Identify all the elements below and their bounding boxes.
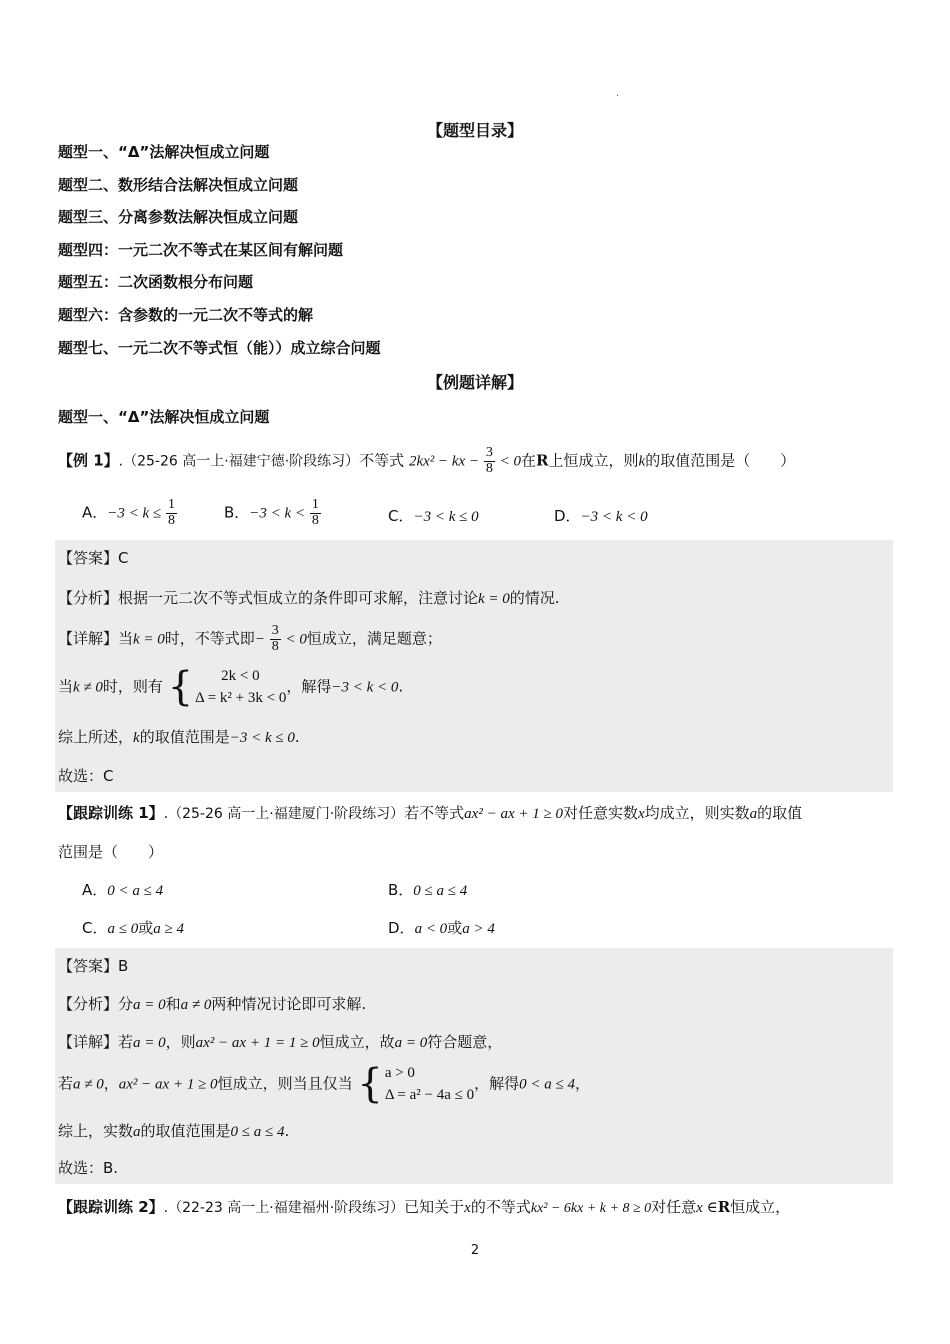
option-math: a ≥ 4	[153, 921, 184, 937]
inequality-system	[357, 1062, 474, 1106]
case-text: 恒成立，则当且仅当	[217, 1074, 353, 1093]
training-1-question-line-1	[58, 802, 802, 823]
page-dot: .	[616, 88, 620, 99]
option-c	[82, 917, 184, 938]
training-1-choose: 故选：B.	[58, 1159, 119, 1177]
question-text: 的不等式	[470, 1198, 531, 1216]
fraction-3-8	[484, 446, 495, 476]
case-text: 若	[58, 1074, 74, 1093]
option-label: A．	[82, 503, 108, 522]
training-1-detail	[58, 1031, 502, 1052]
training-1-source: .（25-26 高一上·福建厦门·阶段练习）	[163, 806, 405, 822]
examples-heading: 【例题详解】	[426, 373, 523, 392]
question-text: 在	[521, 451, 537, 470]
summary-text: .	[284, 1122, 290, 1140]
fraction-1-8	[310, 498, 321, 528]
question-text: 上恒成立，则	[548, 451, 639, 470]
reals-symbol: R	[536, 451, 549, 470]
option-math: a > 4	[462, 921, 495, 937]
training-1-answer: 【答案】B	[58, 957, 129, 975]
detail-text: ，则	[165, 1033, 196, 1051]
option-label: D．	[388, 919, 415, 937]
example-1-analysis	[58, 587, 560, 608]
case-text: ，	[574, 1074, 590, 1093]
detail-text: 【详解】当	[58, 629, 134, 648]
option-d	[388, 917, 495, 938]
option-math: 0 ≤ a ≤ 4	[413, 883, 468, 899]
case-math: 0 < a ≤ 4	[519, 1076, 575, 1093]
training-2-source: .（22-23 高一上·福建福州·阶段练习）	[163, 1200, 405, 1216]
training-1-summary	[58, 1120, 289, 1141]
question-text: 对任意实数	[562, 804, 638, 822]
detail-math: a = 0	[133, 1035, 166, 1051]
example-1-detail	[58, 624, 442, 654]
summary-text: 的取值范围是	[140, 1122, 231, 1140]
fraction-denominator: 8	[311, 512, 319, 528]
variable-a: a	[749, 806, 758, 822]
training-1-tag: 【跟踪训练 1】	[58, 804, 164, 822]
system-row-1: a > 0	[384, 1065, 415, 1081]
inequality-system	[168, 665, 287, 709]
toc-item-4: 题型四：一元二次不等式在某区间有解问题	[58, 241, 344, 259]
example-1-source: .（25-26 高一上·福建宁德·阶段练习）	[118, 453, 360, 470]
detail-math: −	[254, 631, 265, 648]
question-text: 的取值范围是（ ）	[645, 451, 796, 470]
option-b	[388, 879, 467, 900]
fraction-numerator: 3	[485, 445, 493, 460]
toc-heading: 【题型目录】	[426, 121, 523, 140]
option-math: a ≤ 0	[107, 921, 139, 937]
inequality-math: 2kx² − kx −	[408, 453, 480, 470]
option-b	[224, 498, 321, 528]
brace-symbol: {	[167, 664, 194, 710]
fraction-numerator: 1	[311, 497, 319, 512]
toc-item-7: 题型七、一元二次不等式恒（能））成立综合问题	[58, 339, 381, 357]
fraction-numerator: 1	[167, 497, 175, 512]
question-text: 已知关于	[404, 1198, 465, 1216]
training-1-question-line-2: 范围是（ ）	[58, 843, 164, 861]
case-math: −3 < k < 0	[331, 679, 399, 696]
detail-math: ax² − ax + 1 = 1 ≥ 0	[195, 1035, 320, 1051]
summary-text: 的取值范围是	[139, 728, 230, 746]
training-2-question	[58, 1196, 790, 1217]
option-a	[82, 879, 163, 900]
option-math: a < 0	[414, 921, 448, 937]
fraction-numerator: 3	[271, 623, 279, 638]
analysis-text: 的情况.	[509, 589, 560, 607]
analysis-text: 和	[165, 995, 181, 1013]
question-text: 均成立，则实数	[644, 804, 750, 822]
detail-text: 符合题意，	[427, 1033, 503, 1051]
option-math: −3 < k <	[249, 505, 306, 522]
question-math: kx² − 6kx + k + 8 ≥ 0	[530, 1201, 652, 1216]
detail-text: 【详解】若	[58, 1033, 134, 1051]
case-text: ，	[103, 1074, 119, 1093]
summary-math: a	[133, 1124, 141, 1140]
system-row-2: Δ = k² + 3k < 0	[195, 690, 287, 706]
option-math: −3 < k ≤	[107, 505, 162, 522]
case-text: 时，则有	[102, 677, 163, 696]
toc-item-3: 题型三、分离参数法解决恒成立问题	[58, 208, 299, 226]
option-math: 0 < a ≤ 4	[107, 883, 164, 899]
question-text: 对任意	[651, 1198, 697, 1216]
option-math: −3 < k ≤ 0	[413, 509, 479, 525]
detail-math: < 0	[285, 631, 307, 648]
case-text: ，解得	[474, 1074, 520, 1093]
reals-symbol: R	[717, 1198, 731, 1216]
option-d	[554, 505, 648, 526]
training-2-tag: 【跟踪训练 2】	[58, 1198, 164, 1216]
option-label: C．	[82, 919, 108, 937]
option-connector: 或	[447, 919, 463, 937]
system-row-1: 2k < 0	[221, 668, 260, 684]
case-text: ，解得	[286, 677, 332, 696]
analysis-text: 【分析】根据一元二次不等式恒成立的条件即可求解，注意讨论	[58, 589, 479, 607]
question-text: 的取值	[757, 804, 803, 822]
detail-text: 恒成立，故	[319, 1033, 395, 1051]
analysis-math: a = 0	[133, 997, 166, 1013]
training-1-case	[58, 1062, 590, 1106]
toc-item-2: 题型二、数形结合法解决恒成立问题	[58, 176, 299, 194]
detail-math: a = 0	[394, 1035, 428, 1051]
detail-text: 时，不等式即	[164, 629, 255, 648]
question-text: 不等式	[359, 451, 405, 470]
training-1-analysis	[58, 993, 366, 1014]
variable-k: k	[638, 453, 646, 470]
option-label: A．	[82, 881, 108, 899]
option-math: −3 < k < 0	[580, 509, 648, 525]
analysis-math: a ≠ 0	[180, 997, 212, 1013]
example-1-question	[58, 446, 795, 476]
case-text: 当	[58, 677, 74, 696]
option-label: B．	[388, 881, 414, 899]
summary-text: 综上，实数	[58, 1122, 134, 1140]
example-1-choose: 故选：C	[58, 767, 114, 785]
option-label: D．	[554, 507, 581, 525]
fraction-1-8	[166, 498, 177, 528]
summary-text: .	[294, 728, 300, 746]
option-connector: 或	[138, 919, 154, 937]
toc-item-1: 题型一、“Δ”法解决恒成立问题	[58, 143, 270, 161]
analysis-text: 两种情况讨论即可求解.	[211, 995, 367, 1013]
inequality-math: < 0	[499, 453, 522, 470]
summary-math: k	[133, 730, 140, 746]
brace-symbol: {	[357, 1061, 383, 1107]
toc-item-5: 题型五：二次函数根分布问题	[58, 273, 254, 291]
detail-math: k = 0	[133, 631, 165, 648]
example-1-tag: 【例 1】	[58, 451, 119, 470]
analysis-text: 【分析】分	[58, 995, 134, 1013]
section-title: 题型一、“Δ”法解决恒成立问题	[58, 408, 270, 426]
option-label: C．	[388, 507, 414, 525]
case-math: a ≠ 0	[73, 1076, 104, 1093]
summary-math: −3 < k ≤ 0	[229, 730, 295, 746]
option-c	[388, 505, 479, 526]
question-text: 若不等式	[404, 804, 465, 822]
example-1-summary	[58, 726, 300, 747]
option-a	[82, 498, 177, 528]
option-label: B．	[224, 503, 250, 522]
fraction-denominator: 8	[485, 460, 493, 476]
case-math: ax² − ax + 1 ≥ 0	[118, 1076, 218, 1093]
analysis-math: k = 0	[478, 591, 510, 607]
question-text: 恒成立，	[730, 1198, 791, 1216]
case-text: .	[398, 677, 404, 696]
fraction-denominator: 8	[271, 638, 279, 654]
toc-item-6: 题型六：含参数的一元二次不等式的解	[58, 306, 314, 324]
fraction-denominator: 8	[167, 512, 175, 528]
variable-x: x	[637, 806, 645, 822]
fraction-3-8	[270, 624, 281, 654]
variable-x: x	[464, 1200, 471, 1216]
question-math: ax² − ax + 1 ≥ 0	[464, 806, 563, 822]
summary-text: 综上所述，	[58, 728, 134, 746]
example-1-case	[58, 665, 403, 709]
summary-math: 0 ≤ a ≤ 4	[230, 1124, 285, 1140]
system-row-2: Δ = a² − 4a ≤ 0	[384, 1087, 475, 1103]
question-math: x ∈	[696, 1200, 718, 1216]
detail-text: 恒成立，满足题意；	[306, 629, 442, 648]
page-number: 2	[470, 1243, 480, 1258]
case-math: k ≠ 0	[73, 679, 103, 696]
example-1-answer: 【答案】C	[58, 549, 129, 567]
